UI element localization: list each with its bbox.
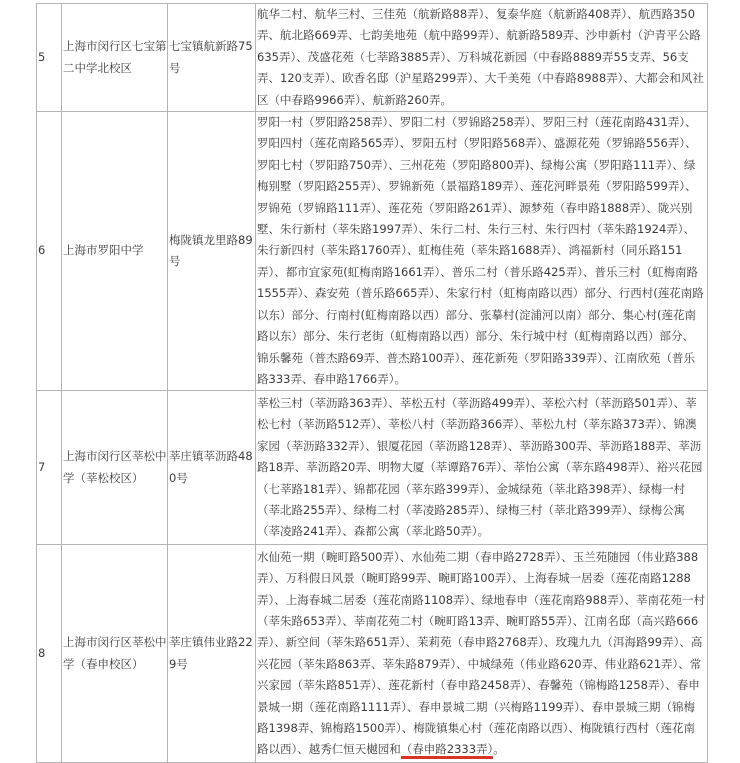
enrollment-area: 罗阳一村（罗阳路258弄）、罗阳二村（罗锦路258弄）、罗阳三村（莲花南路431弄）、罗阳四村（莲花南路565弄）、罗阳五村（罗阳路568弄）、盛源花苑（罗锦路556弄）、罗阳七村（罗阳路750弄）、三州花苑（罗阳路800弄)、绿梅公寓（罗阳路111弄）、绿梅别墅（罗阳路255弄）、罗锦新苑（景福路189弄）、莲花河畔景苑（罗阳路599弄）、罗锦苑（罗锦路111弄）、莲花苑（罗阳路261弄）、源梦苑（春申路1888弄）、陇兴别墅、朱行新村（莘朱路1997弄）、朱行二村、朱行三村、朱行四村（莘朱路1924弄）、朱行新四村（莘朱路1760弄）、虹梅佳苑（莘朱路1688弄）、鸿福新村（同乐路151弄）、都市宜家苑(虹梅南路1661弄）、普乐二村（普乐路425弄）、普乐三村（虹梅南路1555弄）、森安苑（普乐路665弄）、朱家行村（虹梅南路以西）部分、行西村(莲花南路以东）部分、行南村(虹梅南路以西）部分、张摹村(淀浦河以南）部分、集心村(莲花南路以东）部分、朱行老街（虹梅南路以西）部分、朱行城中村（虹梅南路以西）部分、锦乐馨苑（普杰路69弄、普杰路100弄）、莲花新苑（罗阳路339弄）、江南欣苑（普乐路333弄、春申路1766弄）。 xyxy=(256,112,708,391)
school-address: 七宝镇航新路75号 xyxy=(168,4,256,112)
school-name: 上海市闵行区七宝第二中学北校区 xyxy=(62,4,168,112)
row-number: 5 xyxy=(37,4,62,112)
row-number: 8 xyxy=(37,545,62,763)
school-address: 莘庄镇莘沥路480号 xyxy=(168,391,256,545)
school-address: 梅陇镇龙里路89号 xyxy=(168,112,256,391)
school-name: 上海市罗阳中学 xyxy=(62,112,168,391)
table-row xyxy=(37,112,708,391)
enrollment-area: 莘松三村（莘沥路363弄）、莘松五村（莘沥路499弄）、莘松六村（莘沥路501弄）、莘松七村（莘沥路512弄）、莘松八村（莘沥路366弄）、莘松九村（莘东路373弄）、锦澳家园（莘沥路332弄）、银厦花园（莘沥路128弄）、莘沥路300弄、莘沥路188弄、莘沥路18弄、莘沥路20弄、明物大厦（莘谭路76弄）、莘怡公寓（莘东路498弄）、裕兴花园（七莘路181弄）、锦都花园（莘东路399弄）、金城绿苑（莘北路398弄）、绿梅一村（莘北路255弄）、绿梅二村（莘凌路285弄）、绿梅三村（莘北路399弄）、绿梅公寓（莘凌路241弄）、森都公寓（莘北路50弄）。 xyxy=(256,391,708,545)
enrollment-area-end: 。 xyxy=(493,742,505,757)
table-row xyxy=(37,4,708,112)
school-address: 莘庄镇伟业路229号 xyxy=(168,545,256,763)
highlighted-address: （春申路2333弄） xyxy=(401,742,494,759)
school-name: 上海市闵行区莘松中学（春申校区） xyxy=(62,545,168,763)
row-number: 7 xyxy=(37,391,62,545)
school-district-table xyxy=(36,3,708,763)
school-district-table-wrapper xyxy=(36,3,708,763)
enrollment-area-text: 水仙苑一期（畹町路500弄）、水仙苑二期（春申路2728弄）、玉兰苑随园（伟业路388弄）、万科假日风景（畹町路99弄、畹町路100弄）、上海春城一居委（莲花南路1288弄）、上海春城二居委（莲花南路1108弄）、绿地春申（莲花南路988弄）、莘南花苑一村（莘朱路653弄）、莘南花苑二村（畹町路13弄、畹町路55弄）、江南名邸（高兴路666弄）、新空间（莘朱路651弄）、茉莉苑（春申路2768弄）、玫瑰九九（洱海路99弄）、高兴花园（莘朱路863弄、莘朱路879弄）、中城绿苑（伟业路620弄、伟业路621弄）、常兴家园（莘朱路851弄）、莲花新村（春申路2458弄）、春馨苑（锦梅路1258弄）、春申景城一期（莲花南路1111弄）、春申景城二期（兴梅路1199弄）、春申景城三期（锦梅路1398弄、锦梅路1500弄）、梅陇镇集心村（莲花南路以西）、梅陇镇行西村（莲花南路以西）、越秀仁恒天樾园和 xyxy=(257,549,705,757)
table-row xyxy=(37,391,708,545)
enrollment-area xyxy=(256,545,708,763)
table-row xyxy=(37,545,708,763)
row-number: 6 xyxy=(37,112,62,391)
enrollment-area: 航华二村、航华三村、三佳苑（航新路88弄）、复泰华庭（航新路408弄）、航西路350弄、航北路669弄、七韵美地苑（航中路99弄）、航新路589弄、沙申新村（沪青平公路635弄）、茂盛花苑（七莘路3885弄）、万科城花新园（中春路8889弄55支弄、56支弄、120支弄）、欧香名邸（沪星路299弄）、大千美苑（中春路8988弄）、大都会和风社区（中春路9966弄）、航新路260弄。 xyxy=(256,4,708,112)
school-name: 上海市闵行区莘松中学（莘松校区） xyxy=(62,391,168,545)
